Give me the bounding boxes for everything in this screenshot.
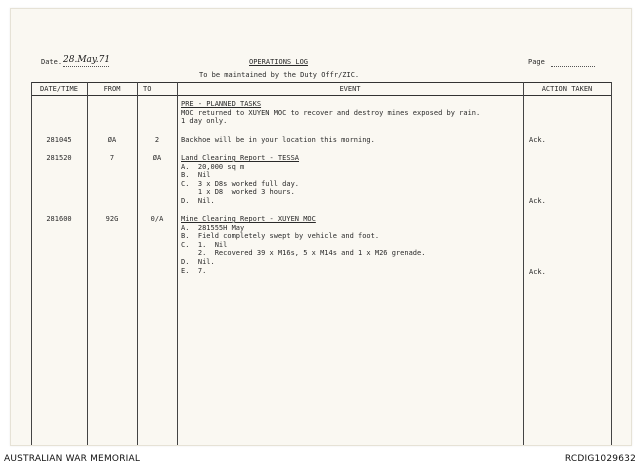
archive-credit: AUSTRALIAN WAR MEMORIAL	[4, 454, 141, 464]
log-sheet	[10, 8, 632, 446]
event-line: A. 281555H May	[181, 223, 245, 232]
event-line: 2. Recovered 39 x M16s, 5 x M14s and 1 x M26 grenade.	[181, 249, 426, 258]
date-dotted-line	[63, 66, 109, 67]
event-line: PRE - PLANNED TASKS	[181, 100, 262, 108]
page-dotted-line	[551, 66, 595, 67]
event-line: Land Clearing Report - TESSA	[181, 154, 300, 162]
archive-id: RCDIG1029632	[564, 454, 636, 464]
log-title: OPERATIONS LOG	[249, 58, 309, 66]
entry-from: 92G	[105, 215, 119, 223]
event-line: C. 3 x D8s worked full day.	[181, 179, 300, 188]
log-entry	[181, 216, 425, 276]
event-line: D. Nil.	[181, 257, 215, 266]
log-subtitle: To be maintained by the Duty Offr/ZIC.	[199, 71, 360, 79]
event-line: C. 1. Nil	[181, 240, 228, 249]
log-entry	[181, 155, 299, 207]
table-top-rule	[31, 82, 611, 83]
entry-to: 0/A	[150, 215, 164, 223]
col-divider-event	[177, 82, 178, 445]
entry-action: Ack.	[529, 268, 546, 276]
col-header-event: EVENT	[339, 85, 361, 93]
date-label: Date.	[41, 58, 63, 66]
log-entry	[181, 101, 480, 127]
event-line: D. Nil.	[181, 196, 215, 205]
col-header-action: ACTION TAKEN	[541, 85, 593, 93]
event-line: MOC returned to XUYEN MOC to recover and destroy mines exposed by rain.	[181, 108, 481, 117]
event-line: 1 x D8 worked 3 hours.	[181, 188, 295, 197]
col-header-datetime: DATE/TIME	[40, 85, 78, 93]
entry-datetime: 281045	[46, 136, 72, 144]
event-line: E. 7.	[181, 266, 207, 275]
event-line: A. 20,000 sq m	[181, 162, 245, 171]
event-line: Backhoe will be in your location this morning.	[181, 136, 375, 144]
col-divider-action	[523, 82, 524, 445]
entry-datetime: 281600	[46, 215, 72, 223]
entry-to: 2	[154, 136, 160, 144]
event-line: 1 day only.	[181, 117, 228, 126]
col-header-to: TO	[143, 85, 152, 93]
entry-action: Ack.	[529, 197, 546, 205]
entry-from: 7	[109, 154, 115, 162]
entry-datetime: 281520	[46, 154, 72, 162]
event-line: B. Nil	[181, 171, 211, 180]
table-right-border	[611, 82, 612, 445]
date-value: 28.May.71	[63, 55, 111, 65]
col-header-from: FROM	[103, 85, 121, 93]
event-line: B. Field completely swept by vehicle and foot.	[181, 232, 380, 241]
entry-to: ØA	[152, 154, 162, 162]
page-label: Page	[528, 58, 545, 66]
entry-action: Ack.	[529, 136, 546, 144]
table-header-rule	[31, 95, 611, 96]
entry-from: ØA	[107, 136, 117, 144]
event-line: Mine Clearing Report - XUYEN MOC	[181, 215, 316, 223]
